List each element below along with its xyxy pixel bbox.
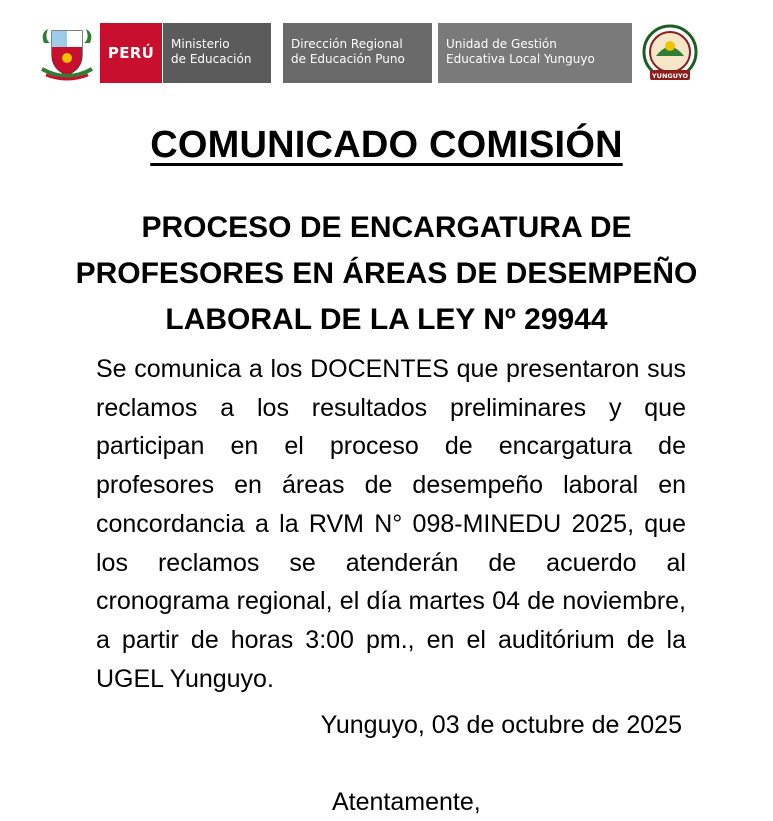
ministry-line-1: Ministerio [171, 37, 230, 51]
ugel-yunguyo-logo-icon [640, 24, 700, 84]
ugel-block [438, 23, 632, 83]
closing-text: Atentamente, [332, 788, 481, 816]
peru-coat-of-arms-icon [36, 25, 98, 83]
subtitle [0, 205, 773, 343]
peru-label: PERÚ [100, 23, 162, 83]
subtitle-line-3: LABORAL DE LA LEY Nº 29944 [165, 303, 608, 336]
ministry-line-2: de Educación [171, 52, 252, 66]
ugel-line-1: Unidad de Gestión [446, 37, 557, 51]
ministry-block [163, 23, 271, 83]
subtitle-line-1: PROCESO DE ENCARGATURA DE [141, 211, 632, 244]
ugel-line-2: Educativa Local Yunguyo [446, 52, 595, 66]
regional-line-1: Dirección Regional [291, 37, 403, 51]
announcement-body: Se comunica a los DOCENTES que presentaron sus reclamos a los resultados preliminares y que participan en el proceso de encargatura de profesores en áreas de desempeño laboral en concordancia a la RVM N° 098-MINEDU 2025, que los reclamos se atenderán de acuerdo al cronograma regional, el día martes 04 de noviembre, a partir de horas 3:00 pm., en el auditórium de la UGEL Yunguyo. [96, 355, 686, 693]
page-title: COMUNICADO COMISIÓN [150, 124, 623, 166]
institution-header [36, 23, 701, 85]
date-line: Yunguyo, 03 de octubre de 2025 [320, 711, 682, 739]
svg-text:YUNGUYO: YUNGUYO [651, 72, 689, 80]
regional-line-2: de Educación Puno [291, 52, 405, 66]
subtitle-line-2: PROFESORES EN ÁREAS DE DESEMPEÑO [75, 257, 698, 290]
regional-direction-block [283, 23, 432, 83]
